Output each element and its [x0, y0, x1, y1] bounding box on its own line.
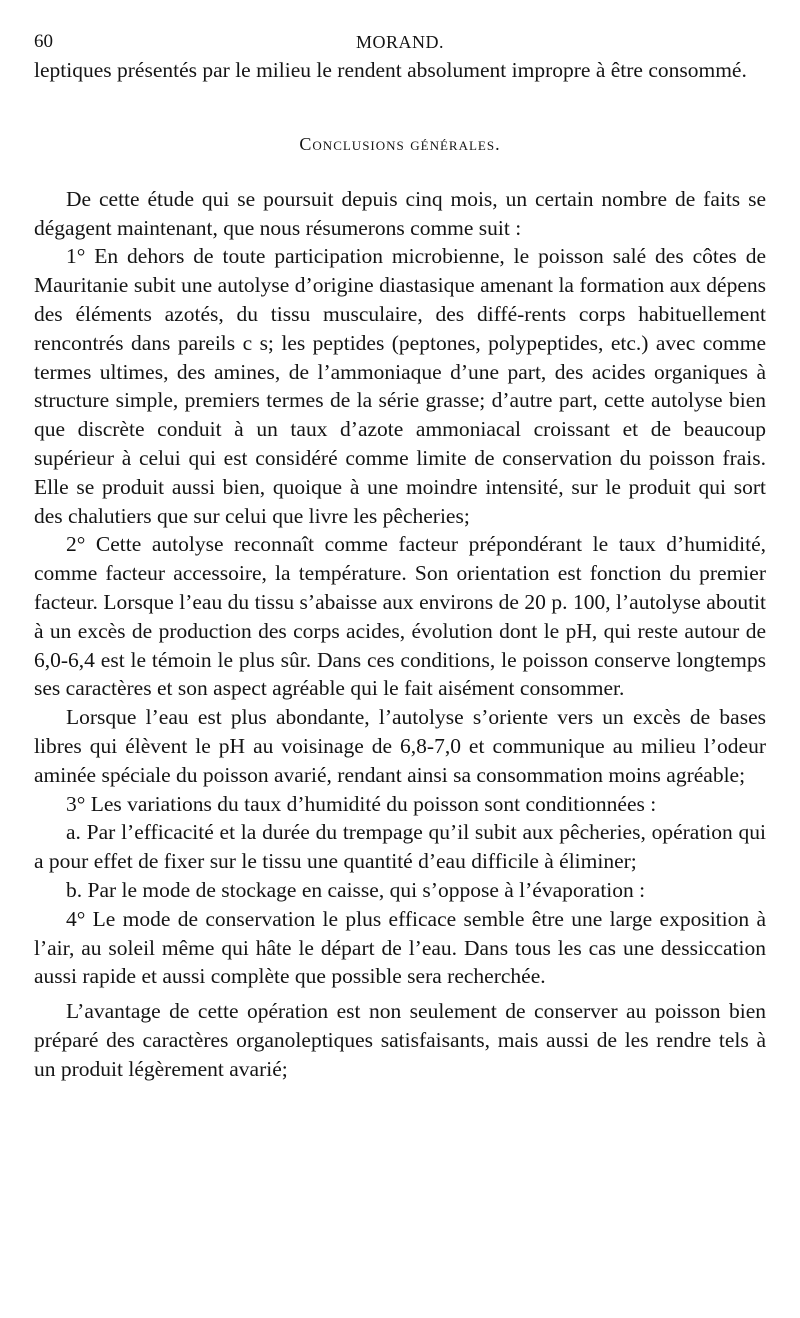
paragraph-continuation: leptiques présentés par le milieu le rendent absolument impropre à être consommé.: [34, 58, 747, 82]
paragraph-point-2: 2° Cette autolyse reconnaît comme facteur prépondérant le taux d’humidité, comme facteur accessoire, la température. Son orientation est fonction du premier facteur. Lorsque l’eau du tissu s’abaisse aux environs de 20 p. 100, l’autolyse aboutit à un excès de production des corps acides, évolution dont le pH, qui reste autour de 6,0-6,4 est le témoin le plus sûr. Dans ces conditions, le poisson conserve longtemps ses caractères et son aspect agréable qui le fait aisément consommer.: [34, 532, 766, 701]
page-number: 60: [34, 31, 53, 52]
paragraph-intro: De cette étude qui se poursuit depuis cinq mois, un certain nombre de faits se dégagent maintenant, que nous résumerons comme suit :: [34, 186, 766, 240]
paragraph-bases: Lorsque l’eau est plus abondante, l’autolyse s’oriente vers un excès de bases libres qui élèvent le pH au voisinage de 6,8-7,0 et communique au milieu l’odeur aminée spéciale du poisson avarié, rendant ainsi sa consommation moins agréable;: [34, 705, 766, 787]
section-heading: Conclusions générales.: [299, 133, 501, 154]
paragraph-point-1: 1° En dehors de toute participation microbienne, le poisson salé des côtes de Mauritanie subit une autolyse d’origine diastasique amenant la formation aux dépens des éléments azotés, du tissu musculaire, des diffé-rents corps habituellement rencontrés dans pareils c s; les peptides (peptones, polypeptides, etc.) avec comme termes ultimes, des amines, de l’ammoniaque d’une part, des acides organiques à structure simple, premiers termes de la série grasse; d’autre part, cette autolyse bien que discrète conduit à un taux d’azote ammoniacal croissant et de beaucoup supérieur à celui qui est considéré comme limite de conservation du poisson frais. Elle se produit aussi bien, quoique à une moindre intensité, sur le produit qui sort des chalutiers que sur celui que livre les pêcheries;: [34, 244, 766, 528]
body-text: [34, 56, 766, 1084]
page: [34, 28, 766, 1084]
paragraph-advantage: L’avantage de cette opération est non seulement de conserver au poisson bien préparé des caractères organoleptiques satisfaisants, mais aussi de les rendre tels à un produit légèrement avarié;: [34, 999, 766, 1081]
running-title: MORAND.: [355, 32, 444, 52]
paragraph-point-4: 4° Le mode de conservation le plus efficace semble être une large exposition à l’air, au soleil même qui hâte le départ de l’eau. Dans tous les cas une dessiccation aussi rapide et aussi complète que possible sera recherchée.: [34, 906, 766, 989]
paragraph-point-3b: b. Par le mode de stockage en caisse, qui s’oppose à l’évaporation :: [66, 877, 646, 902]
running-head: [34, 28, 766, 56]
paragraph-point-3a: a. Par l’efficacité et la durée du trempage qu’il subit aux pêcheries, opération qui a pour effet de fixer sur le tissu une quantité d’eau difficile à éliminer;: [34, 820, 766, 874]
paragraph-point-3: 3° Les variations du taux d’humidité du poisson sont conditionnées :: [66, 791, 657, 816]
